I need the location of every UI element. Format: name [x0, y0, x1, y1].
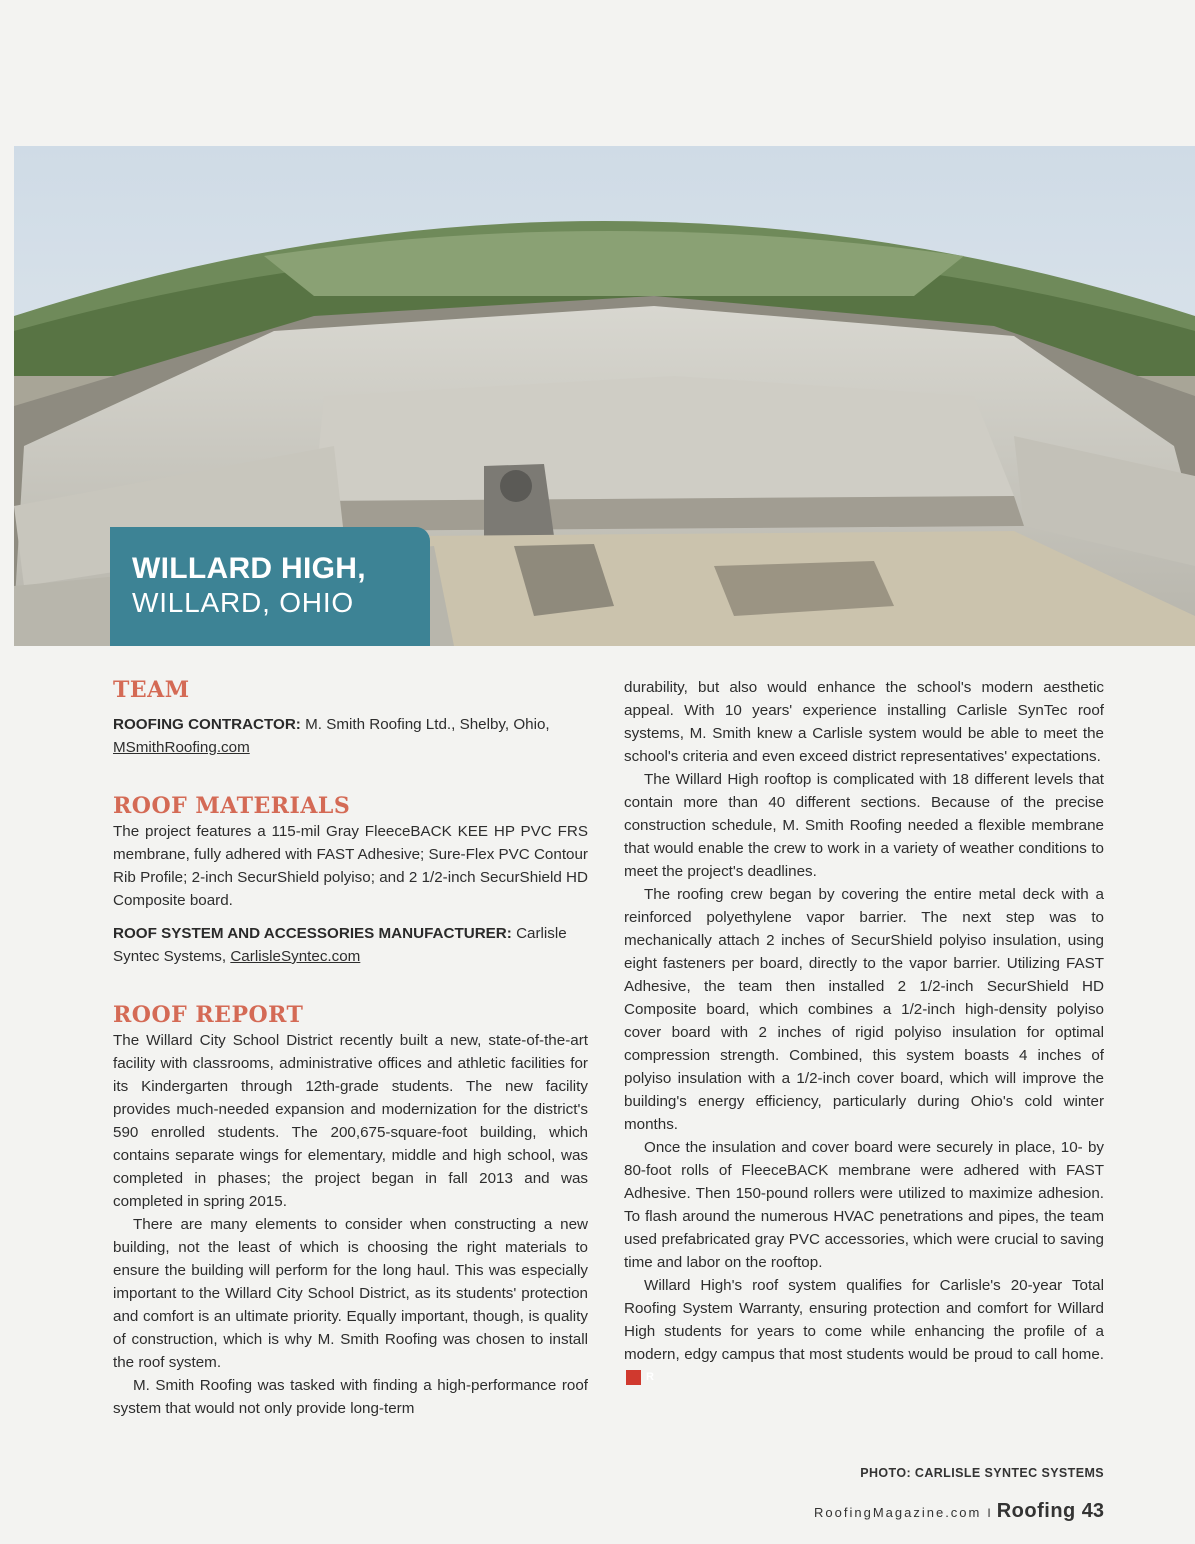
report-paragraph-4: The Willard High rooftop is complicated with 18 different levels that contain more than 40 different sections. Because of the precise construction schedule, M. Smith Roofing needed a flexible membrane that would enable the crew to work in a variety of weather conditions to meet the project's deadlines.	[624, 771, 1104, 880]
manufacturer-text: Carlisle Syntec Systems,	[113, 925, 567, 965]
contractor-text: M. Smith Roofing Ltd., Shelby, Ohio,	[305, 716, 550, 733]
team-heading: TEAM	[113, 677, 190, 703]
team-contractor	[113, 713, 588, 759]
page-number: 43	[1081, 1500, 1104, 1522]
page-footer	[814, 1500, 1104, 1523]
footer-site: RoofingMagazine.com	[814, 1505, 982, 1520]
contractor-link[interactable]: MSmithRoofing.com	[113, 739, 250, 756]
report-paragraph-2: There are many elements to consider when constructing a new building, not the least of which is choosing the right materials to ensure the building will perform for the long haul. This was especially important to the Willard City School District, as its students' protection and comfort is an ultimate priority. Equally important, though, is quality of construction, which is why M. Smith Roofing was chosen to install the roof system.	[113, 1216, 588, 1371]
report-paragraph-6: Once the insulation and cover board were securely in place, 10- by 80-foot rolls of FleeceBACK membrane were adhered with FAST Adhesive. Then 150-pound rollers were utilized to maximize adhesion. To flash around the numerous HVAC penetrations and pipes, the team used prefabricated gray PVC accessories, which were crucial to saving time and labor on the rooftop.	[624, 1139, 1104, 1271]
footer-separator: I	[987, 1506, 991, 1520]
manufacturer-link[interactable]: CarlisleSyntec.com	[230, 948, 361, 965]
end-mark-icon: R	[626, 1370, 641, 1385]
footer-brand: Roofing	[996, 1500, 1076, 1522]
report-paragraph-3: M. Smith Roofing was tasked with finding a high-performance roof system that would not only provide long-term	[113, 1377, 588, 1417]
location-title-box	[110, 527, 430, 646]
report-paragraph-7-text: Willard High's roof system qualifies for Carlisle's 20-year Total Roofing System Warranty, ensuring protection and comfort for Willard High students for years to come while enhancing the profile of a modern, edgy campus that most students would be proud to call home.	[624, 1277, 1104, 1363]
photo-credit: PHOTO: CARLISLE SYNTEC SYSTEMS	[860, 1466, 1104, 1480]
right-column	[624, 676, 1104, 1389]
left-column	[113, 676, 588, 1420]
materials-heading: ROOF MATERIALS	[113, 793, 351, 819]
manufacturer-info	[113, 922, 588, 968]
title-school-name: WILLARD HIGH,	[132, 552, 366, 585]
report-paragraph-7	[624, 1274, 1104, 1389]
report-paragraph-1: The Willard City School District recently built a new, state-of-the-art facility with classrooms, administrative offices and athletic facilities for its Kindergarten through 12th-grade students. The new facility provides much-needed expansion and modernization for the district's 590 enrolled students. The 200,675-square-foot building, which contains separate wings for elementary, middle and high school, was completed in phases; the project began in fall 2013 and was completed in spring 2015.	[113, 1032, 588, 1210]
contractor-label: ROOFING CONTRACTOR:	[113, 716, 301, 733]
materials-text: The project features a 115-mil Gray FleeceBACK KEE HP PVC FRS membrane, fully adhered with FAST Adhesive; Sure-Flex PVC Contour Rib Profile; 2-inch SecurShield polyiso; and 2 1/2-inch SecurShield HD Composite board.	[113, 823, 588, 909]
report-paragraph-3-continued: durability, but also would enhance the school's modern aesthetic appeal. With 10 years' experience installing Carlisle SynTec roof systems, M. Smith knew a Carlisle system would be able to meet the school's criteria and even exceed district representatives' expectations.	[624, 679, 1104, 765]
manufacturer-label: ROOF SYSTEM AND ACCESSORIES MANUFACTURER:	[113, 925, 512, 942]
title-location: WILLARD, OHIO	[132, 587, 354, 618]
report-paragraph-5: The roofing crew began by covering the entire metal deck with a reinforced polyethylene vapor barrier. The next step was to mechanically attach 2 inches of SecurShield polyiso insulation, using eight fasteners per board, directly to the vapor barrier. Utilizing FAST Adhesive, the team then installed 2 1/2-inch SecurShield HD Composite board, which combines a 1/2-inch high-density polyiso cover board with 2 inches of rigid polyiso insulation for optimal compression strength. Combined, this system boasts 4 inches of polyiso insulation with a 1/2-inch cover board, which will improve the building's energy efficiency, particularly during Ohio's cold winter months.	[624, 886, 1104, 1133]
report-heading: ROOF REPORT	[113, 1002, 304, 1028]
